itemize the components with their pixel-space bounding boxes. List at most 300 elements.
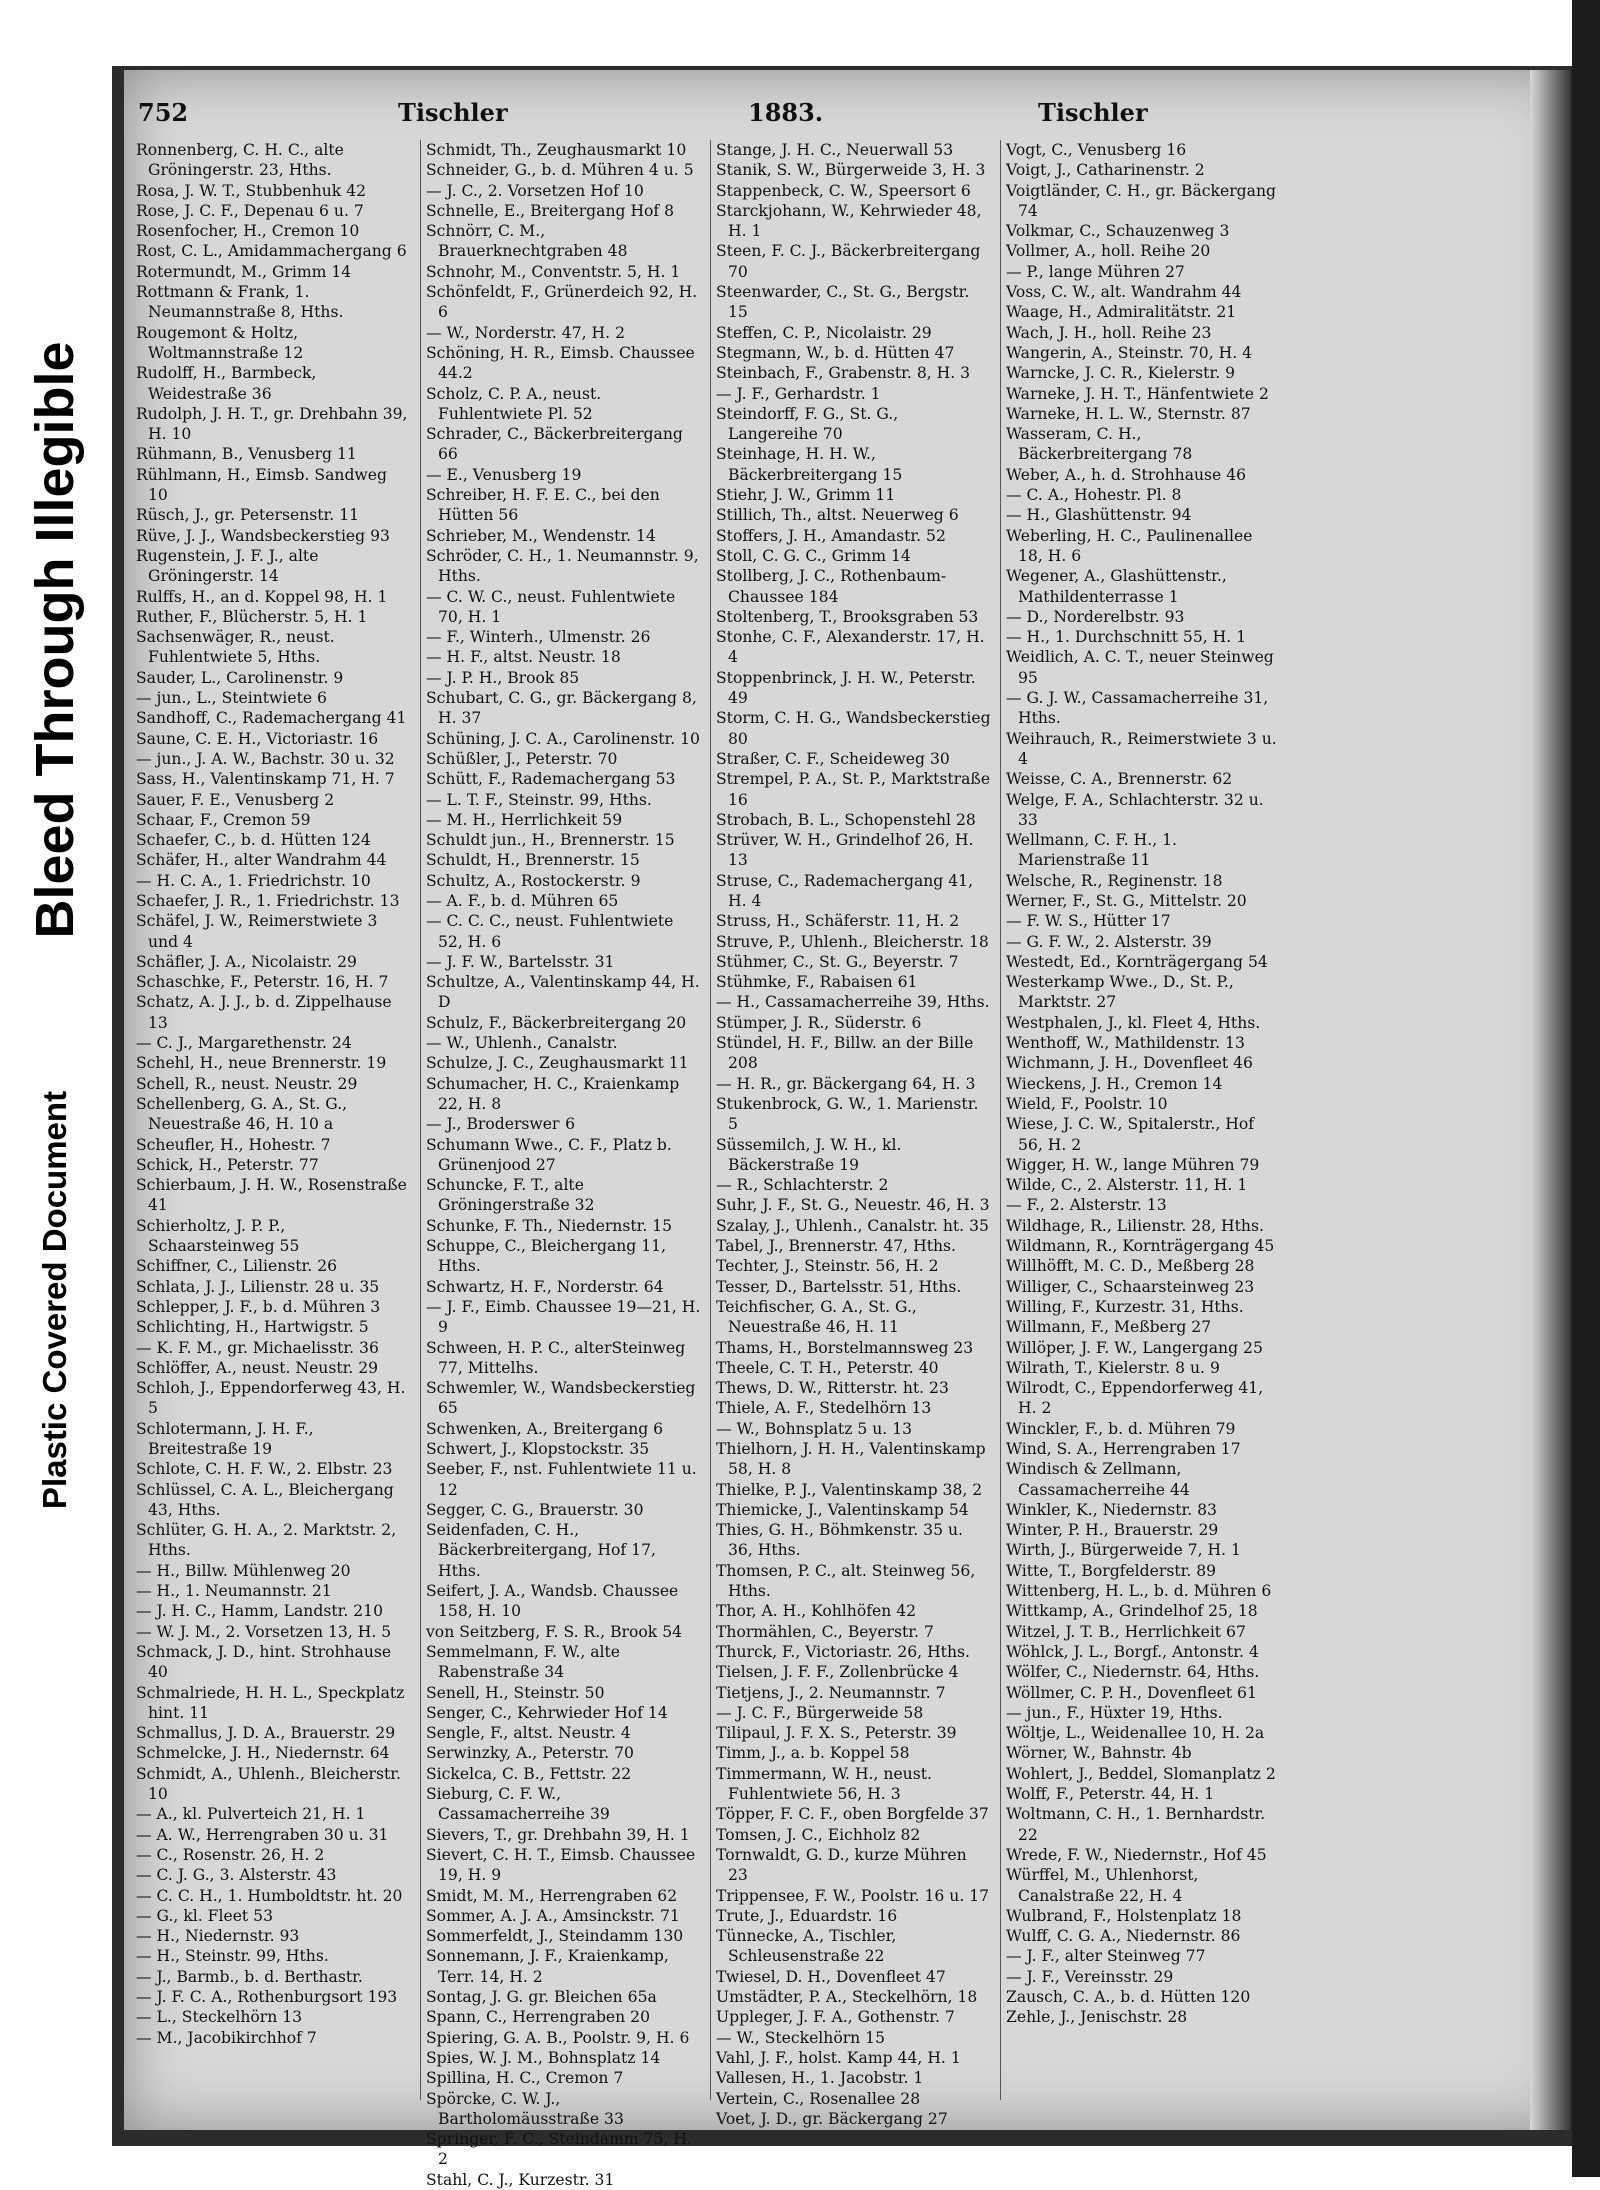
directory-entry: — H., Niedernstr. 93 <box>136 1927 300 1946</box>
directory-entry: — H., Glashüttenstr. 94 <box>1006 506 1192 525</box>
directory-entry: Rugenstein, J. F. J., alte Gröningerstr. 14 <box>136 546 319 586</box>
directory-entry: Schubart, C. G., gr. Bäckergang 8, H. 37 <box>426 689 697 728</box>
directory-entry: Stillich, Th., altst. Neuerweg 6 <box>716 506 959 525</box>
directory-entry: Wittenberg, H. L., b. d. Mühren 6 <box>1006 1582 1272 1601</box>
directory-entry: — J. C. F., Bürgerweide 58 <box>716 1703 924 1722</box>
directory-entry: Schmelcke, J. H., Niedernstr. 64 <box>136 1744 390 1763</box>
directory-entry: Schmidt, A., Uhlenh., Bleicherstr. 10 <box>136 1764 401 1804</box>
directory-entry: Schwert, J., Klopstockstr. 35 <box>426 1440 650 1458</box>
directory-entry: — C. C. H., 1. Humboldtstr. ht. 20 <box>136 1886 403 1905</box>
directory-entry: Waage, H., Admiralitätstr. 21 <box>1006 303 1237 322</box>
page-header <box>138 98 1258 138</box>
directory-entry: Winkler, K., Niedernstr. 83 <box>1006 1500 1217 1519</box>
directory-entry: Trippensee, F. W., Poolstr. 16 u. 17 <box>716 1886 990 1905</box>
directory-entry: Stanik, S. W., Bürgerweide 3, H. 3 <box>716 161 986 180</box>
directory-entry: Schaefer, J. R., 1. Friedrichstr. 13 <box>136 891 400 910</box>
directory-entry: Schrader, C., Bäckerbreitergang 66 <box>426 425 683 464</box>
directory-entry: Westedt, Ed., Kornträgergang 54 <box>1006 952 1268 971</box>
directory-entry: Witte, T., Borgfelderstr. 89 <box>1006 1561 1217 1580</box>
directory-entry: Strüver, W. H., Grindelhof 26, H. 13 <box>716 831 974 870</box>
directory-entry: Rudolph, J. H. T., gr. Drehbahn 39, H. 10 <box>136 404 408 444</box>
directory-entry: Tabel, J., Brennerstr. 47, Hths. <box>716 1237 956 1256</box>
directory-entry: Schaschke, F., Peterstr. 16, H. 7 <box>136 973 389 992</box>
directory-entry: Thielhorn, J. H. H., Valentinskamp 58, H. 8 <box>716 1440 986 1479</box>
directory-entry: — F., 2. Alsterstr. 13 <box>1006 1196 1167 1215</box>
plastic-covered-label: Plastic Covered Document <box>36 1090 73 1510</box>
directory-entry: Sommerfeldt, J., Steindamm 130 <box>426 1927 684 1946</box>
directory-entry: Springer, F. C., Steindamm 75, H. 2 <box>426 2130 692 2169</box>
directory-entry: Würffel, M., Uhlenhorst, Canalstraße 22, H. 4 <box>1006 1866 1199 1905</box>
directory-entry: Thor, A. H., Kohlhöfen 42 <box>716 1602 917 1621</box>
directory-entry: Spies, W. J. M., Bohnsplatz 14 <box>426 2048 661 2067</box>
directory-entry: Spörcke, C. W. J., Bartholomäusstraße 33 <box>426 2089 624 2128</box>
directory-entry: Schlüssel, C. A. L., Bleichergang 43, Hths. <box>136 1480 394 1519</box>
directory-entry: Schultze, A., Valentinskamp 44, H. D <box>426 973 700 1012</box>
directory-entry: Witzel, J. T. B., Herrlichkeit 67 <box>1006 1622 1246 1641</box>
column-divider <box>420 140 421 2100</box>
directory-entry: Stappenbeck, C. W., Speersort 6 <box>716 181 971 200</box>
directory-entry: Sievers, T., gr. Drehbahn 39, H. 1 <box>426 1825 690 1844</box>
directory-entry: Schütt, F., Rademachergang 53 <box>426 770 676 789</box>
directory-entry: Weber, A., h. d. Strohhause 46 <box>1006 465 1247 484</box>
directory-entry: — A. F., b. d. Mühren 65 <box>426 891 619 910</box>
directory-entry: Schwenken, A., Breitergang 6 <box>426 1419 664 1438</box>
directory-entry: Tünnecke, A., Tischler, Schleusenstraße 22 <box>716 1927 897 1966</box>
directory-entry: Schnörr, C. M., Brauerknechtgraben 48 <box>426 222 628 261</box>
directory-entry: Wittkamp, A., Grindelhof 25, 18 <box>1006 1602 1258 1621</box>
directory-entry: — L., Steckelhörn 13 <box>136 2008 303 2027</box>
directory-entry: — W., Bohnsplatz 5 u. 13 <box>716 1419 913 1438</box>
directory-entry: Steinbach, F., Grabenstr. 8, H. 3 <box>716 364 971 383</box>
directory-entry: Windisch & Zellmann, Cassamacherreihe 44 <box>1006 1460 1190 1499</box>
directory-entry: — C. J., Margarethenstr. 24 <box>136 1034 352 1053</box>
directory-entry: Schönfeldt, F., Grünerdeich 92, H. 6 <box>426 283 698 322</box>
directory-entry: Schneider, G., b. d. Mühren 4 u. 5 <box>426 161 694 180</box>
directory-entry: Schlote, C. H. F. W., 2. Elbstr. 23 <box>136 1460 393 1479</box>
directory-entry: Schüning, J. C. A., Carolinenstr. 10 <box>426 729 700 748</box>
directory-entry: — J., Broderswег 6 <box>426 1115 576 1134</box>
directory-entry: Schehl, H., neue Brennerstr. 19 <box>136 1054 387 1073</box>
directory-entry: Theele, C. T. H., Peterstr. 40 <box>716 1358 939 1377</box>
page-edge <box>1530 70 1570 2130</box>
directory-entry: Wach, J. H., holl. Reihe 23 <box>1006 323 1212 342</box>
directory-entry: Wegener, A., Glashüttenstr., Mathildenterrasse 1 <box>1006 567 1227 606</box>
directory-entry: — P., lange Mühren 27 <box>1006 262 1185 281</box>
directory-entry: Stoppenbrinck, J. H. W., Peterstr. 49 <box>716 668 976 708</box>
directory-entry: Rosa, J. W. T., Stubbenhuk 42 <box>136 181 367 200</box>
directory-entry: Weberling, H. C., Paulinenallee 18, H. 6 <box>1006 526 1253 565</box>
directory-entry: Vallesen, H., 1. Jacobstr. 1 <box>716 2069 924 2088</box>
column-divider <box>1000 140 1001 2100</box>
directory-entry: Willöper, J. F. W., Langergang 25 <box>1006 1338 1263 1357</box>
directory-entry: Stiehr, J. W., Grimm 11 <box>716 486 896 505</box>
directory-entry: Seifert, J. A., Wandsb. Chaussee 158, H. 10 <box>426 1582 679 1621</box>
directory-entry: Vahl, J. F., holst. Kamp 44, H. 1 <box>716 2048 961 2067</box>
directory-entry: Schlichting, H., Hartwigstr. 5 <box>136 1318 369 1337</box>
directory-entry: Wolff, F., Peterstr. 44, H. 1 <box>1006 1785 1215 1804</box>
directory-entry: Storm, C. H. G., Wandsbeckerstieg 80 <box>716 709 991 748</box>
directory-entry: Tietjens, J., 2. Neumannstr. 7 <box>716 1683 946 1702</box>
directory-entry: Schellenberg, G. A., St. G., Neuestraße 46, H. 10 a <box>136 1094 348 1134</box>
directory-entry: — H. F., altst. Neustr. 18 <box>426 648 621 667</box>
directory-entry: Schreiber, H. F. E. C., bei den Hütten 56 <box>426 486 660 525</box>
directory-entry: — W., Steckelhörn 15 <box>716 2028 886 2047</box>
directory-entry: Wind, S. A., Herrengraben 17 <box>1006 1440 1241 1458</box>
directory-entry: Wirth, J., Bürgerweide 7, H. 1 <box>1006 1541 1241 1560</box>
column-1 <box>136 140 411 2100</box>
directory-entry: Welge, F. A., Schlachterstr. 32 u. 33 <box>1006 790 1264 829</box>
directory-entry: Schnohr, M., Conventstr. 5, H. 1 <box>426 262 681 281</box>
directory-entry: Straßer, C. F., Scheideweg 30 <box>716 749 950 768</box>
directory-entry: Schmack, J. D., hint. Strohhause 40 <box>136 1642 392 1682</box>
directory-entry: Winckler, F., b. d. Mühren 79 <box>1006 1419 1236 1438</box>
directory-entry: — H. R., gr. Bäckergang 64, H. 3 <box>716 1074 976 1093</box>
directory-entry: Rose, J. C. F., Depenau 6 u. 7 <box>136 201 364 220</box>
directory-entry: Twiesel, D. H., Dovenfleet 47 <box>716 1967 946 1986</box>
column-4 <box>1006 140 1281 2100</box>
directory-entry: Stoffers, J. H., Amandastr. 52 <box>716 526 946 545</box>
directory-entry: Zausch, C. A., b. d. Hütten 120 <box>1006 1988 1251 2007</box>
directory-entry: Sauer, F. E., Venusberg 2 <box>136 790 335 809</box>
directory-entry: — G. J. W., Cassamacherreihe 31, Hths. <box>1006 689 1269 728</box>
directory-entry: Schierholtz, J. P. P., Schaarsteinweg 55 <box>136 1216 300 1256</box>
directory-entry: Schaefer, C., b. d. Hütten 124 <box>136 831 371 850</box>
directory-entry: Scholz, C. P. A., neust. Fuhlentwiete Pl. 52 <box>426 384 602 423</box>
directory-entry: Spillina, H. C., Cremon 7 <box>426 2069 624 2088</box>
directory-entry: — G. F. W., 2. Alsterstr. 39 <box>1006 932 1212 951</box>
directory-entry: Steindorff, F. G., St. G., Langereihe 70 <box>716 404 899 444</box>
directory-entry: Tornwaldt, G. D., kurze Mühren 23 <box>716 1845 967 1885</box>
directory-entry: Smidt, M. M., Herrengraben 62 <box>426 1886 678 1905</box>
directory-entry: Schulze, J. C., Zeughausmarkt 11 <box>426 1054 689 1073</box>
directory-entry: — L. T. F., Steinstr. 99, Hths. <box>426 790 652 809</box>
directory-entry: Timm, J., a. b. Koppel 58 <box>716 1744 910 1763</box>
directory-entry: Wulbrand, F., Holstenplatz 18 <box>1006 1906 1242 1925</box>
directory-entry: Schell, R., neust. Neustr. 29 <box>136 1074 358 1093</box>
directory-entry: Thies, G. H., Böhmkenstr. 35 u. 36, Hths. <box>716 1521 963 1560</box>
directory-entry: Wrede, F. W., Niedernstr., Hof 45 <box>1006 1845 1267 1864</box>
directory-entry: Schultz, A., Rostockerstr. 9 <box>426 871 641 890</box>
directory-entry: — C. J. G., 3. Alsterstr. 43 <box>136 1866 337 1885</box>
directory-entry: — A. W., Herrengraben 30 u. 31 <box>136 1825 389 1844</box>
directory-entry: Vollmer, A., holl. Reihe 20 <box>1006 242 1211 261</box>
directory-entry: — R., Schlachterstr. 2 <box>716 1176 889 1195</box>
directory-entry: Stümper, J. R., Süderstr. 6 <box>716 1013 922 1032</box>
directory-entry: Sontag, J. G. gr. Bleichen 65a <box>426 1988 657 2007</box>
directory-entry: Werner, F., St. G., Mittelstr. 20 <box>1006 891 1247 910</box>
directory-entry: Rottmann & Frank, 1. Neumannstraße 8, Hths. <box>136 283 344 322</box>
column-2 <box>426 140 701 2189</box>
directory-entry: Schmalriede, H. H. L., Speckplatz hint. 11 <box>136 1683 405 1722</box>
directory-entry: Thomsen, P. C., alt. Steinweg 56, Hths. <box>716 1561 976 1601</box>
directory-entry: Stoll, C. G. C., Grimm 14 <box>716 546 911 565</box>
directory-entry: Rüve, J. J., Wandsbeckerstieg 93 <box>136 526 390 545</box>
directory-entry: Schlepper, J. F., b. d. Mühren 3 <box>136 1297 381 1316</box>
directory-entry: Umstädter, P. A., Steckelhörn, 18 <box>716 1988 978 2007</box>
directory-entry: Schuldt jun., H., Brennerstr. 15 <box>426 831 675 850</box>
directory-entry: Stonhe, C. F., Alexanderstr. 17, H. 4 <box>716 628 985 667</box>
directory-entry: — H. C. A., 1. Friedrichstr. 10 <box>136 871 371 890</box>
directory-entry: Stühmer, C., St. G., Beyerstr. 7 <box>716 952 959 971</box>
directory-entry: Wildhage, R., Lilienstr. 28, Hths. <box>1006 1216 1264 1235</box>
directory-entry: Wildmann, R., Kornträgergang 45 <box>1006 1237 1275 1256</box>
directory-entry: Rüsch, J., gr. Petersenstr. 11 <box>136 506 360 525</box>
directory-entry: Weidlich, A. C. T., neuer Steinweg 95 <box>1006 648 1274 687</box>
directory-entry: — C. C. C., neust. Fuhlentwiete 52, H. 6 <box>426 912 674 951</box>
directory-entry: — H., 1. Durchschnitt 55, H. 1 <box>1006 628 1247 647</box>
directory-entry: Willmann, F., Meßberg 27 <box>1006 1318 1212 1337</box>
directory-entry: von Seitzberg, F. S. R., Brook 54 <box>426 1622 683 1641</box>
directory-entry: — D., Norderelbstr. 93 <box>1006 607 1185 626</box>
directory-entry: Sieburg, C. F. W., Cassamacherreihe 39 <box>426 1785 610 1824</box>
directory-entry: Vertein, C., Rosenallee 28 <box>716 2089 921 2108</box>
directory-entry: — J. F. W., Bartelsstr. 31 <box>426 952 615 971</box>
directory-entry: — J. C., 2. Vorsetzen Hof 10 <box>426 181 644 200</box>
left-running-title: Tischler <box>398 98 508 127</box>
directory-entry: Warneke, J. H. T., Hänfentwiete 2 <box>1006 384 1269 403</box>
directory-entry: — J. P. H., Brook 85 <box>426 668 580 687</box>
directory-entry: — G., kl. Fleet 53 <box>136 1906 274 1925</box>
directory-entry: Tielsen, J. F. F., Zollenbrücke 4 <box>716 1663 959 1682</box>
directory-entry: Steffen, C. P., Nicolaistr. 29 <box>716 323 932 342</box>
directory-entry: Wilrodt, C., Eppendorferweg 41, H. 2 <box>1006 1379 1264 1418</box>
directory-entry: — jun., F., Hüxter 19, Hths. <box>1006 1703 1223 1722</box>
directory-entry: Wiese, J. C. W., Spitalerstr., Hof 56, H. 2 <box>1006 1115 1255 1154</box>
directory-entry: Weihrauch, R., Reimerstwiete 3 u. 4 <box>1006 729 1277 768</box>
directory-entry: Schäfer, H., alter Wandrahm 44 <box>136 851 387 870</box>
directory-entry: Schierbaum, J. H. W., Rosenstraße 41 <box>136 1176 407 1215</box>
directory-entry: — M., Jacobikirchhof 7 <box>136 2028 317 2047</box>
directory-entry: Schlüter, G. H. A., 2. Marktstr. 2, Hths. <box>136 1521 397 1560</box>
directory-entry: Schuncke, F. T., alte Gröningerstraße 32 <box>426 1176 595 1215</box>
directory-entry: Voigt, J., Catharinenstr. 2 <box>1006 161 1205 180</box>
directory-entry: — W., Uhlenh., Canalstr. <box>426 1034 618 1053</box>
directory-entry: Schöning, H. R., Eimsb. Chaussee 44.2 <box>426 343 695 383</box>
directory-entry: Rühmann, B., Venusberg 11 <box>136 445 357 464</box>
directory-entry: — H., Steinstr. 99, Hths. <box>136 1947 329 1966</box>
directory-entry: Westphalen, J., kl. Fleet 4, Hths. <box>1006 1013 1261 1032</box>
directory-entry: Stegmann, W., b. d. Hütten 47 <box>716 343 955 362</box>
directory-entry: Senell, H., Steinstr. 50 <box>426 1683 605 1702</box>
directory-entry: Stange, J. H. C., Neuerwall 53 <box>716 141 954 159</box>
directory-entry: Ronnenberg, C. H. C., alte Gröningerstr. 23, Hths. <box>136 141 344 180</box>
directory-entry: Segger, C. G., Brauerstr. 30 <box>426 1500 644 1519</box>
directory-entry: — J. F., Eimb. Chaussee 19—21, H. 9 <box>426 1297 701 1337</box>
directory-entry: Sommer, A. J. A., Amsinckstr. 71 <box>426 1906 680 1925</box>
directory-entry: Schumann Wwe., C. F., Platz b. Grünenjood 27 <box>426 1135 672 1174</box>
directory-entry: Techter, J., Steinstr. 56, H. 2 <box>716 1257 939 1276</box>
directory-entry: Thams, H., Borstelmannsweg 23 <box>716 1338 974 1357</box>
directory-entry: Tomsen, J. C., Eichholz 82 <box>716 1825 921 1844</box>
directory-entry: — A., kl. Pulverteich 21, H. 1 <box>136 1805 366 1824</box>
directory-entry: Rudolff, H., Barmbeck, Weidestraße 36 <box>136 364 317 403</box>
directory-entry: Schiffner, C., Lilienstr. 26 <box>136 1257 338 1276</box>
directory-entry: — M. H., Herrlichkeit 59 <box>426 810 623 829</box>
directory-entry: Rühlmann, H., Eimsb. Sandweg 10 <box>136 465 387 505</box>
directory-entry: Sass, H., Valentinskamp 71, H. 7 <box>136 770 395 789</box>
directory-entry: Wölfer, C., Niedernstr. 64, Hths. <box>1006 1663 1260 1682</box>
directory-entry: Warneke, H. L. W., Sternstr. 87 <box>1006 404 1251 423</box>
directory-entry: — jun., J. A. W., Bachstr. 30 u. 32 <box>136 749 395 768</box>
directory-entry: Sandhoff, C., Rademachergang 41 <box>136 709 407 728</box>
directory-entry: Steenwarder, C., St. G., Bergstr. 15 <box>716 283 970 322</box>
directory-entry: Strobach, B. L., Schopenstehl 28 <box>716 810 976 829</box>
directory-entry: Schween, H. P. C., alterSteinweg 77, Mittelhs. <box>426 1338 686 1377</box>
directory-entry: Volkmar, C., Schauzenweg 3 <box>1006 222 1230 241</box>
directory-entry: Stukenbrock, G. W., 1. Marienstr. 5 <box>716 1094 979 1134</box>
directory-entry: Sonnemann, J. F., Kraienkamp, Terr. 14, H. 2 <box>426 1947 669 1986</box>
column-3 <box>716 140 991 2128</box>
directory-entry: Wohlert, J., Beddel, Slomanplatz 2 <box>1006 1764 1276 1783</box>
directory-entry: Rost, C. L., Amidammachergang 6 <box>136 242 407 261</box>
directory-entry: Wöltje, L., Weidenallee 10, H. 2a <box>1006 1724 1265 1743</box>
directory-entry: Voet, J. D., gr. Bäckergang 27 <box>716 2109 948 2128</box>
directory-entry: Starckjohann, W., Kehrwieder 48, H. 1 <box>716 201 982 241</box>
directory-entry: — C. A., Hohestr. Pl. 8 <box>1006 486 1182 505</box>
directory-entry: Winter, P. H., Brauerstr. 29 <box>1006 1521 1219 1540</box>
directory-entry: Voigtländer, C. H., gr. Bäckergang 74 <box>1006 181 1276 220</box>
directory-entry: Wörner, W., Bahnstr. 4b <box>1006 1744 1192 1763</box>
directory-entry: Welsche, R., Reginenstr. 18 <box>1006 871 1223 890</box>
directory-entry: — W., Norderstr. 47, H. 2 <box>426 323 625 342</box>
directory-entry: Schatz, A. J. J., b. d. Zippelhause 13 <box>136 993 392 1032</box>
directory-entry: Wöhlck, J. L., Borgf., Antonstr. 4 <box>1006 1642 1259 1661</box>
directory-entry: Steen, F. C. J., Bäckerbreitergang 70 <box>716 242 981 281</box>
directory-entry: Sickelca, C. B., Fettstr. 22 <box>426 1764 632 1783</box>
directory-entry: Wichmann, J. H., Dovenfleet 46 <box>1006 1054 1253 1073</box>
directory-entry: Schüßler, J., Peterstr. 70 <box>426 749 618 768</box>
directory-entry: Stollberg, J. C., Rothenbaum-Chaussee 184 <box>716 567 947 606</box>
directory-entry: — jun., L., Steintwiete 6 <box>136 689 327 708</box>
page-number: 752 <box>138 98 189 127</box>
directory-entry: Szalay, J., Uhlenh., Canalstr. ht. 35 <box>716 1216 989 1235</box>
left-sidebar <box>0 0 110 2177</box>
directory-entry: Senger, C., Kehrwieder Hof 14 <box>426 1703 668 1722</box>
directory-entry: Tesser, D., Bartelsstr. 51, Hths. <box>716 1277 962 1296</box>
directory-entry: Weisse, C. A., Brennerstr. 62 <box>1006 770 1233 789</box>
directory-entry: Wulff, C. G. A., Niedernstr. 86 <box>1006 1927 1241 1946</box>
column-divider <box>710 140 711 2100</box>
directory-entry: — F. W. S., Hütter 17 <box>1006 912 1171 931</box>
directory-entry: Thurck, F., Victoriastr. 26, Hths. <box>716 1642 970 1661</box>
directory-entry: Schlotermann, J. H. F., Breitestraße 19 <box>136 1419 314 1458</box>
directory-entry: Thews, D. W., Ritterstr. ht. 23 <box>716 1379 949 1398</box>
directory-entry: Schulz, F., Bäckerbreitergang 20 <box>426 1013 687 1032</box>
directory-entry: Timmermann, W. H., neust. Fuhlentwiete 56, H. 3 <box>716 1764 932 1804</box>
directory-entry: Schmidt, Th., Zeughausmarkt 10 <box>426 141 687 159</box>
directory-entry: Wigger, H. W., lange Mühren 79 <box>1006 1155 1260 1174</box>
directory-entry: Schwemler, W., Wandsbeckerstieg 65 <box>426 1379 696 1418</box>
directory-entry: Schmallus, J. D. A., Brauerstr. 29 <box>136 1724 396 1743</box>
directory-entry: — J. F. C. A., Rothenburgsort 193 <box>136 1988 398 2007</box>
directory-entry: Spiering, G. A. B., Poolstr. 9, H. 6 <box>426 2028 690 2047</box>
directory-entry: Rosenfocher, H., Cremon 10 <box>136 222 360 241</box>
directory-entry: — J. F., alter Steinweg 77 <box>1006 1947 1206 1966</box>
directory-entry: Töpper, F. C. F., oben Borgfelde 37 <box>716 1805 989 1824</box>
directory-entry: Westerkamp Wwe., D., St. P., Marktstr. 27 <box>1006 973 1234 1012</box>
directory-entry: Thielke, P. J., Valentinskamp 38, 2 <box>716 1480 983 1499</box>
directory-entry: Sievert, C. H. T., Eimsb. Chaussee 19, H. 9 <box>426 1845 696 1885</box>
directory-entry: Sachsenwäger, R., neust. Fuhlentwiete 5, Hths. <box>136 628 335 667</box>
directory-entry: Spann, C., Herrengraben 20 <box>426 2008 651 2027</box>
directory-entry: Semmelmann, F. W., alte Rabenstraße 34 <box>426 1642 621 1682</box>
directory-entry: — K. F. M., gr. Michaelisstr. 36 <box>136 1338 379 1357</box>
directory-entry: — H., 1. Neumannstr. 21 <box>136 1582 332 1601</box>
directory-entry: — F., Winterh., Ulmenstr. 26 <box>426 628 651 647</box>
directory-entry: Seidenfaden, C. H., Bäckerbreitergang, Hof 17, Hths. <box>426 1521 656 1580</box>
directory-entry: Schäfler, J. A., Nicolaistr. 29 <box>136 952 357 971</box>
directory-entry: Voss, C. W., alt. Wandrahm 44 <box>1006 283 1242 302</box>
directory-entry: — H., Billw. Mühlenweg 20 <box>136 1561 351 1580</box>
directory-entry: Schlata, J. J., Lilienstr. 28 u. 35 <box>136 1277 380 1296</box>
directory-entry: Ruther, F., Blücherstr. 5, H. 1 <box>136 607 368 626</box>
directory-entry: Schwartz, H. F., Norderstr. 64 <box>426 1277 664 1296</box>
right-running-title: Tischler <box>1038 98 1148 127</box>
directory-entry: Sengle, F., altst. Neustr. 4 <box>426 1724 631 1743</box>
directory-entry: Struss, H., Schäferstr. 11, H. 2 <box>716 912 960 931</box>
directory-entry: Rougemont & Holtz, Woltmannstraße 12 <box>136 323 304 362</box>
directory-entry: Wellmann, C. F. H., 1. Marienstraße 11 <box>1006 831 1177 870</box>
directory-entry: Woltmann, C. H., 1. Bernhardstr. 22 <box>1006 1805 1266 1844</box>
directory-entry: Wilrath, T., Kielerstr. 8 u. 9 <box>1006 1358 1220 1377</box>
directory-entry: — J., Barmb., b. d. Berthastr. <box>136 1967 363 1986</box>
directory-entry: Struve, P., Uhlenh., Bleicherstr. 18 <box>716 932 989 951</box>
directory-entry: Wenthoff, W., Mathildenstr. 13 <box>1006 1034 1245 1053</box>
directory-entry: Schuppe, C., Bleichergang 11, Hths. <box>426 1237 667 1276</box>
directory-entry: — H., Cassamacherreihe 39, Hths. <box>716 993 990 1012</box>
directory-entry: Thiele, A. F., Stedelhörn 13 <box>716 1399 932 1418</box>
directory-entry: Wieckens, J. H., Cremon 14 <box>1006 1074 1223 1093</box>
directory-entry: Stündel, H. F., Billw. an der Bille 208 <box>716 1034 974 1073</box>
directory-entry: Wilde, C., 2. Alsterstr. 11, H. 1 <box>1006 1176 1248 1195</box>
directory-entry: Vogt, C., Venusberg 16 <box>1006 141 1187 159</box>
directory-entry: Wield, F., Poolstr. 10 <box>1006 1094 1168 1113</box>
directory-entry: Stühmke, F., Rabaisen 61 <box>716 973 918 992</box>
year-heading: 1883. <box>748 98 824 127</box>
directory-entry: Tilipaul, J. F. X. S., Peterstr. 39 <box>716 1724 957 1743</box>
directory-entry: Warncke, J. C. R., Kielerstr. 9 <box>1006 364 1236 383</box>
directory-entry: Schlöffer, A., neust. Neustr. 29 <box>136 1358 379 1377</box>
directory-entry: Teichfischer, G. A., St. G., Neuestraße 46, H. 11 <box>716 1297 917 1337</box>
directory-entry: — J. F., Vereinsstr. 29 <box>1006 1967 1174 1986</box>
directory-entry: Schick, H., Peterstr. 77 <box>136 1155 319 1174</box>
directory-entry: — E., Venusberg 19 <box>426 465 582 484</box>
directory-entry: Wöllmer, C. P. H., Dovenfleet 61 <box>1006 1683 1257 1702</box>
directory-entry: Williger, C., Schaarsteinweg 23 <box>1006 1277 1255 1296</box>
directory-entry: Struse, C., Rademachergang 41, H. 4 <box>716 871 974 910</box>
directory-entry: Schäfel, J. W., Reimerstwiete 3 und 4 <box>136 912 378 951</box>
directory-entry: Trute, J., Eduardstr. 16 <box>716 1906 898 1925</box>
directory-entry: Saune, C. E. H., Victoriastr. 16 <box>136 729 379 748</box>
directory-entry: Schumacher, H. C., Kraienkamp 22, H. 8 <box>426 1074 680 1113</box>
directory-entry: — J. H. C., Hamm, Landstr. 210 <box>136 1602 384 1621</box>
directory-entry: Steinhage, H. H. W., Bäckerbreitergang 15 <box>716 445 903 484</box>
directory-entry: Wasseram, C. H., Bäckerbreitergang 78 <box>1006 425 1193 464</box>
directory-entry: Schröder, C. H., 1. Neumannstr. 9, Hths. <box>426 546 699 586</box>
directory-entry: Strempel, P. A., St. P., Marktstraße 16 <box>716 770 991 809</box>
directory-entry: Schloh, J., Eppendorferweg 43, H. 5 <box>136 1379 406 1418</box>
directory-entry: Süssemilch, J. W. H., kl. Bäckerstraße 19 <box>716 1135 902 1174</box>
directory-entry: Schaar, F., Cremon 59 <box>136 810 311 829</box>
directory-entry: Willing, F., Kurzestr. 31, Hths. <box>1006 1297 1244 1316</box>
directory-entry: Seeber, F., nst. Fuhlentwiete 11 u. 12 <box>426 1460 697 1499</box>
directory-entry: Zehle, J., Jenischstr. 28 <box>1006 2008 1188 2027</box>
directory-entry: Uppleger, J. F. A., Gothenstr. 7 <box>716 2008 955 2027</box>
directory-entry: Serwinzky, A., Peterstr. 70 <box>426 1744 634 1763</box>
directory-entry: Rulffs, H., an d. Koppel 98, H. 1 <box>136 587 388 606</box>
directory-entry: Stahl, C. J., Kurzestr. 31 <box>426 2170 615 2189</box>
directory-entry: — W. J. M., 2. Vorsetzen 13, H. 5 <box>136 1622 392 1641</box>
